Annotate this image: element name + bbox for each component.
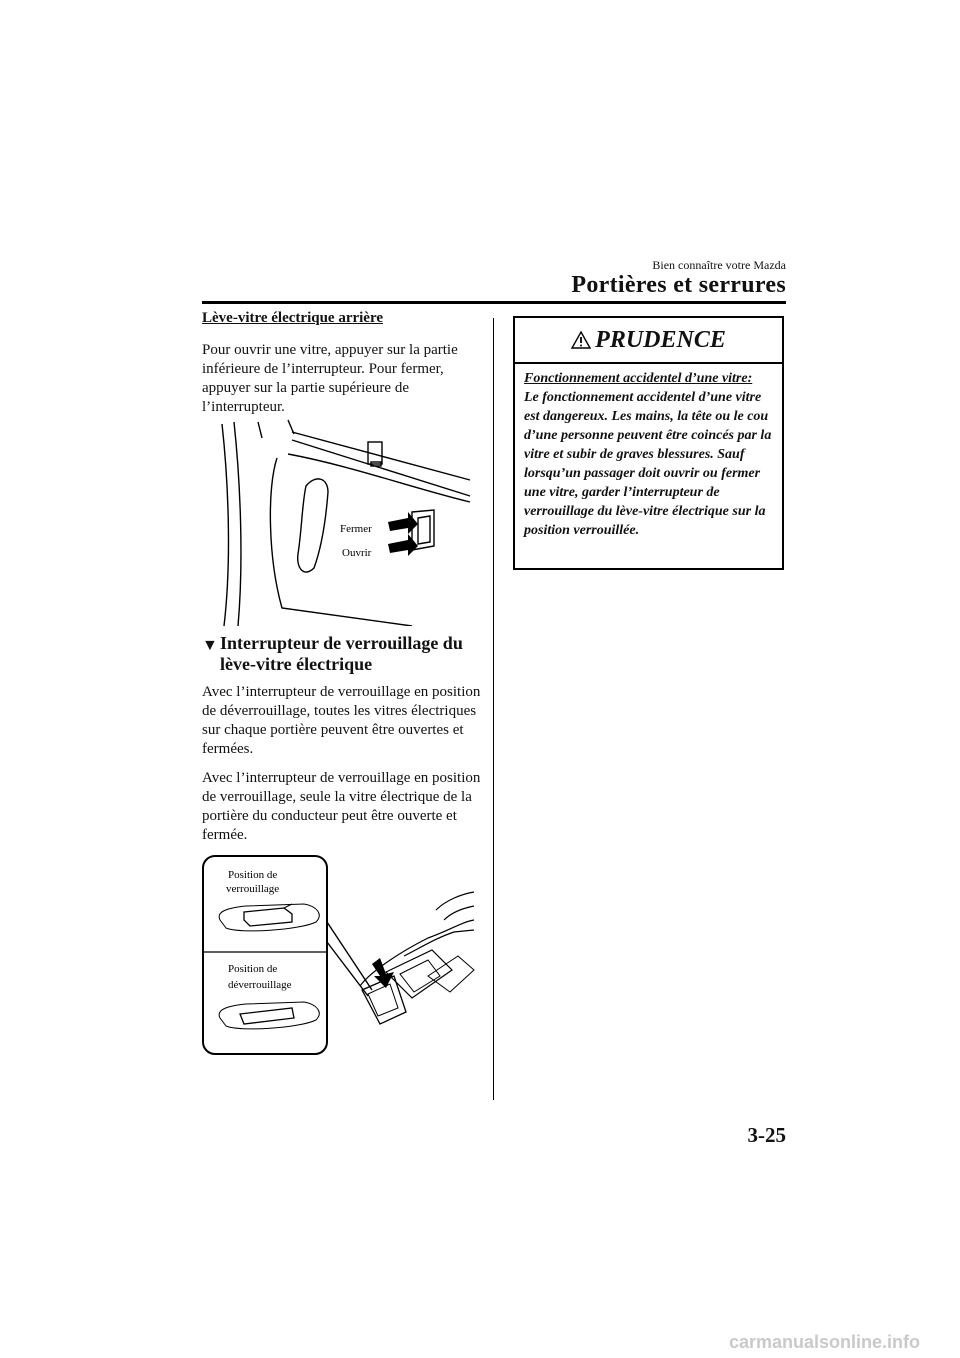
warning-title: PRUDENCE (595, 326, 726, 353)
warning-header (515, 318, 782, 364)
warning-box (513, 316, 784, 570)
header-rule (202, 301, 786, 304)
heading-text: Interrupteur de verrouillage du lève-vitre électrique (220, 633, 463, 674)
footer-watermark[interactable]: carmanualsonline.info (728, 1332, 920, 1352)
column-divider (493, 318, 494, 1100)
lock-switch-illustration (200, 852, 476, 1058)
header-subtitle: Bien connaître votre Mazda (652, 258, 786, 272)
label-open: Ouvrir (342, 547, 372, 559)
warning-subtitle: Fonctionnement accidentel d’une vitre: (524, 371, 753, 386)
label-unlock-line1: Position de (228, 963, 278, 975)
paragraph-unlock: Avec l’interrupteur de verrouillage en position de déverrouillage, toutes les vitres électriques sur chaque portière peuvent être ouvertes et fermées. (202, 684, 481, 757)
label-unlock-line2: déverrouillage (228, 979, 292, 991)
label-lock-line1: Position de (228, 869, 278, 881)
rear-window-switch-illustration (202, 418, 472, 626)
footer (0, 1328, 960, 1358)
warning-body (524, 369, 780, 540)
heading-marker: ▼ (202, 637, 218, 654)
paragraph-rear-window: Pour ouvrir une vitre, appuyer sur la partie inférieure de l’interrupteur. Pour fermer, appuyer sur la partie supérieure de l’interrupteur. (202, 342, 458, 415)
label-lock-line2: verrouillage (226, 883, 280, 895)
page-number: 3-25 (747, 1123, 786, 1147)
warning-triangle-icon (571, 330, 591, 350)
section-title: Lève-vitre électrique arrière (202, 310, 384, 326)
warning-text: Le fonctionnement accidentel d’une vitre est dangereux. Les mains, la tête ou le cou d’une personne peuvent être coincés par la vitre et subir de graves blessures. Sauf lorsqu’un passager doit ouvrir ou fermer une vitre, garder l’interrupteur de verrouillage du lève-vitre électrique sur la position verrouillée. (524, 390, 772, 538)
label-close: Fermer (340, 523, 372, 535)
subsection-heading (202, 633, 487, 675)
paragraph-lock: Avec l’interrupteur de verrouillage en position de verrouillage, seule la vitre électrique de la portière du conducteur peut être ouverte et fermée. (202, 770, 481, 843)
page-title: Portières et serrures (571, 272, 786, 298)
